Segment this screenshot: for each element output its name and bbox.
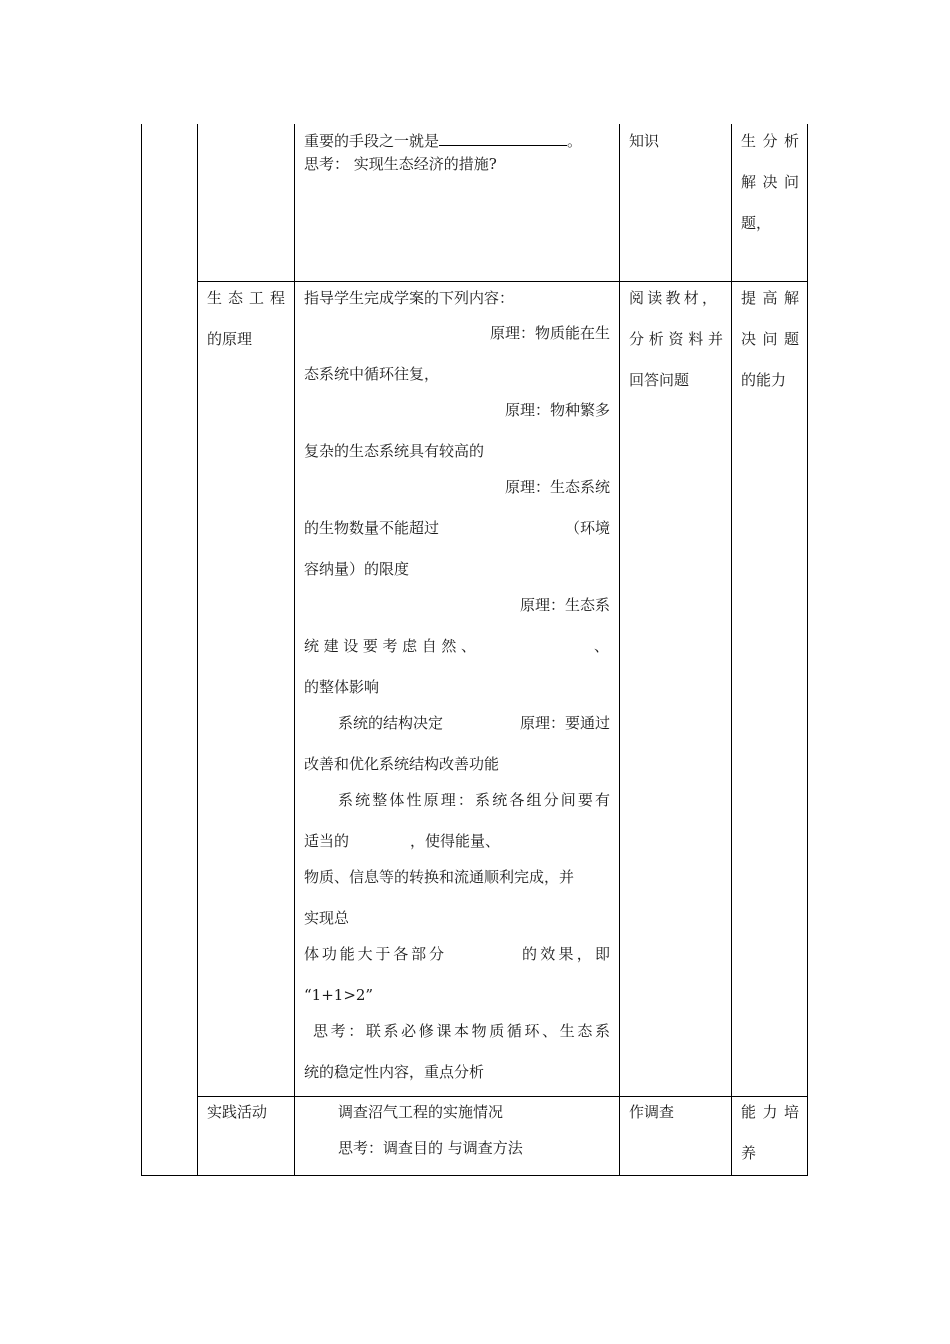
row3-content-line2: 思考：调查目的 与调查方法	[338, 1139, 523, 1157]
row2-content-line18b: 的效果，即	[522, 945, 610, 963]
row2-content-line13: 改善和优化系统结构改善功能	[304, 755, 500, 773]
row1-student-activity: 知识	[629, 132, 660, 150]
row2-content-line6: 原理：生态系统	[504, 478, 610, 496]
row2-content-line10a: 统建设要考虑自然、	[304, 637, 476, 655]
table-row-divider-1	[197, 281, 808, 282]
table-border-left	[141, 124, 142, 1176]
row2-intent-line1: 提高解	[741, 289, 799, 307]
row2-content-line18a: 体功能大于各部分	[304, 945, 444, 963]
row2-content-line2: 原理：物质能在生	[489, 324, 610, 342]
row2-content-line12b: 原理：要通过	[519, 714, 610, 732]
row2-content-line21: 统的稳定性内容，重点分析	[304, 1063, 485, 1081]
row2-content-line17: 实现总	[304, 909, 350, 927]
row2-content-line15a: 适当的	[304, 832, 350, 850]
row2-intent-line2: 决问题	[741, 330, 799, 348]
row2-content-line1: 指导学生完成学案的下列内容：	[304, 289, 515, 307]
row2-content-line14: 系统整体性原理：系统各组分间要有	[338, 791, 610, 809]
row2-content-line11: 的整体影响	[304, 678, 380, 696]
row2-content-line8: 容纳量）的限度	[304, 560, 410, 578]
row2-content-line7b: （环境	[564, 519, 610, 537]
row1-content-line2: 思考： 实现生态经济的措施?	[304, 155, 497, 173]
row1-intent-line1: 生分析	[741, 132, 799, 150]
row2-intent-line3: 的能力	[741, 371, 787, 389]
row2-section-line1: 生态工程	[207, 289, 285, 307]
row2-content-line15b: ，使得能量、	[410, 832, 501, 850]
row3-section: 实践活动	[207, 1103, 268, 1121]
row2-content-line19: “1+1>2”	[304, 986, 374, 1004]
row2-content-line9: 原理：生态系	[519, 596, 610, 614]
row1-content-line1: 重要的手段之一就是 。	[304, 132, 583, 150]
row2-content-line3: 态系统中循环往复，	[304, 365, 440, 383]
row2-student-line3: 回答问题	[629, 371, 690, 389]
row2-content-line4: 原理：物种繁多	[504, 401, 610, 419]
row2-content-line7a: 的生物数量不能超过	[304, 519, 440, 537]
row3-intent-line2: 养	[741, 1144, 757, 1162]
row2-section-line2: 的原理	[207, 330, 253, 348]
table-row-divider-2	[197, 1096, 808, 1097]
row1-intent-line2: 解决问	[741, 173, 799, 191]
row2-content-line10b: 、	[594, 637, 610, 655]
row2-student-line2: 分析资料并	[629, 330, 723, 348]
row3-student-activity: 作调查	[629, 1103, 675, 1121]
row1-intent-line3: 题，	[741, 214, 772, 232]
fill-blank	[439, 131, 567, 146]
row3-content-line1: 调查沼气工程的实施情况	[338, 1103, 504, 1121]
row3-intent-line1: 能力培	[741, 1103, 799, 1121]
row2-student-line1: 阅读教材，	[629, 289, 717, 307]
row2-content-line16: 物质、信息等的转换和流通顺利完成，并	[304, 868, 575, 886]
row2-content-line20: 思考：联系必修课本物质循环、生态系	[313, 1022, 610, 1040]
row2-content-line12a: 系统的结构决定	[338, 714, 444, 732]
row2-content-line5: 复杂的生态系统具有较高的	[304, 442, 485, 460]
table-border-bottom	[141, 1175, 808, 1176]
